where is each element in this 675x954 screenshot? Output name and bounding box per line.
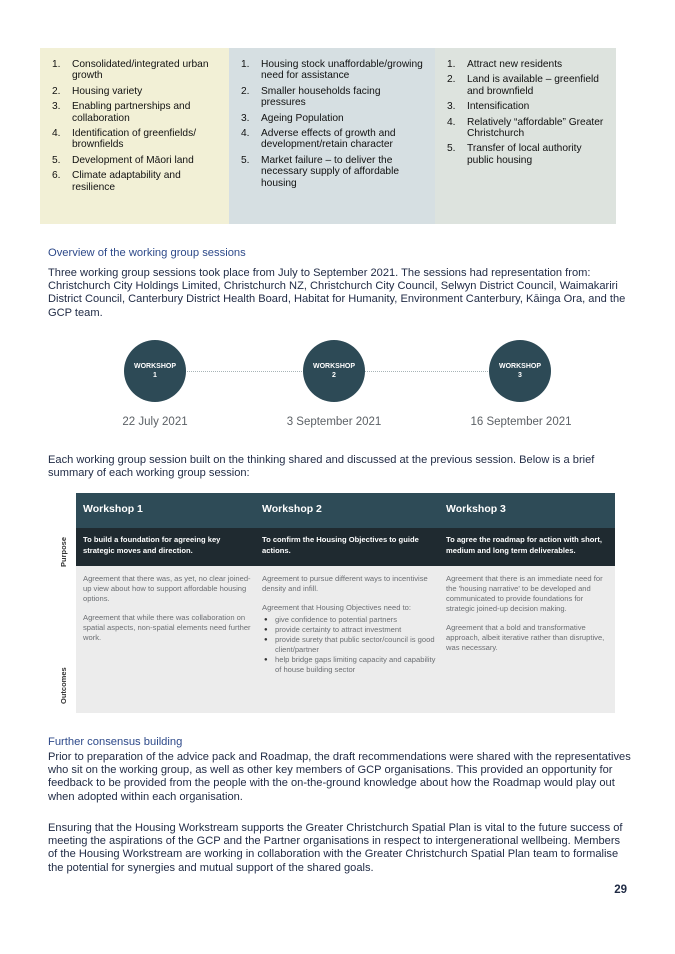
list-item: 3. Enabling partnerships and collaboration [52, 101, 191, 124]
list-item: 2. Smaller households facing pressures [241, 85, 381, 109]
overview-heading: Overview of the working group sessions [48, 247, 246, 259]
outcome-text: Agreement that a bold and transformative approach, albeit iterative rather than disruptive, was necessary. [446, 623, 605, 652]
outcomes-workshop-3 [446, 574, 608, 662]
workshop-1-circle [124, 340, 186, 402]
row-label-column [56, 493, 76, 713]
outcome-text: Agreement that Housing Objectives need to: [262, 603, 412, 612]
outcome-text: Agreement to pursue different ways to incentivise density and infill. [262, 574, 428, 593]
workshop-label: WORKSHOP [134, 363, 176, 370]
factors-column-1 [40, 48, 229, 224]
workshop-2-date: 3 September 2021 [286, 416, 382, 428]
list-item: ● provide certainty to attract investment [262, 625, 437, 635]
list-item: 3. Intensification [447, 101, 530, 113]
outcomes-workshop-2 [262, 574, 437, 675]
list-item: 4. Adverse effects of growth and development/retain character [241, 128, 396, 151]
purpose-row-label: Purpose [59, 536, 68, 567]
outcomes-row [76, 566, 615, 713]
page-number: 29 [614, 884, 627, 896]
workshop-label: WORKSHOP [313, 363, 355, 370]
list-item: 2. Housing variety [52, 85, 143, 97]
objectives-list [262, 615, 437, 675]
further-paragraph-2: Ensuring that the Housing Workstream supports the Greater Christchurch Spatial Plan is vital to the future success of meeting the aspirations of the GCP and the Partner organisations in respect to intergenerational wellbeing. Members of the Housing Workstream are working in collaboration with the Greater Christchurch Spatial Plan team to formalise the potential for synergies and mutual support of the shared goals. [48, 822, 623, 874]
overview-paragraph: Three working group sessions took place from July to September 2021. The sessions had representation from: Christchurch City Holdings Limited, Christchurch NZ, Christchurch City Council, Selwyn District Council, Waimakariri District Council, Canterbury District Health Board, Habitat for Humanity, Environment Canterbury, Kāinga Ora, and the GCP team. [48, 267, 626, 319]
outcomes-row-label: Outcomes [59, 667, 68, 704]
outcome-text: Agreement that there was, as yet, no clear joined-up view about how to support affordable housing options. [83, 574, 251, 603]
list-item: 4. Relatively “affordable” Greater Christchurch [447, 116, 604, 140]
sessions-intro-paragraph: Each working group session built on the thinking shared and discussed at the previous session. Below is a brief summary of each working group session: [48, 454, 595, 480]
list-item: 2. Land is available – greenfield and brownfield [447, 74, 599, 97]
workshop-1-date: 22 July 2021 [122, 416, 188, 428]
purpose-row [76, 528, 615, 566]
outcome-text: Agreement that while there was collaboration on spatial aspects, non-spatial elements need further work. [83, 613, 251, 642]
purpose-workshop-2: To confirm the Housing Objectives to guide actions. [262, 535, 419, 555]
list-item: ● give confidence to potential partners [262, 615, 437, 625]
header-workshop-1: Workshop 1 [83, 503, 143, 515]
list-item: 6. Climate adaptability and resilience [52, 170, 181, 193]
workshop-number: 1 [153, 372, 157, 379]
workshop-summary-table [56, 493, 615, 713]
workshop-number: 3 [518, 372, 522, 379]
housing-factors-table [40, 48, 616, 224]
list-item: 5. Development of Māori land [52, 154, 194, 166]
list-item: ● provide surety that public sector/council is good client/partner [262, 635, 437, 655]
workshop-3-date: 16 September 2021 [470, 416, 572, 428]
purpose-workshop-1: To build a foundation for agreeing key strategic moves and direction. [83, 535, 221, 555]
list-item: 1. Attract new residents [447, 59, 563, 70]
list-item: 3. Ageing Population [241, 112, 344, 124]
workshop-number: 2 [332, 372, 336, 379]
workshop-3-circle [489, 340, 551, 402]
list-item: 1. Consolidated/integrated urban growth [52, 59, 209, 82]
outcome-text: Agreement that there is an immediate need for the 'housing narrative' to be developed and communicated to provide foundations for strategic joined-up decision making. [446, 574, 603, 613]
header-workshop-2: Workshop 2 [262, 503, 322, 515]
list-item: 5. Transfer of local authority public housing [447, 143, 582, 166]
outcomes-workshop-1 [83, 574, 253, 652]
workshop-label: WORKSHOP [499, 363, 541, 370]
further-heading: Further consensus building [48, 736, 183, 748]
table-header-row [76, 493, 615, 528]
factors-column-3 [435, 48, 616, 224]
header-workshop-3: Workshop 3 [446, 503, 506, 515]
list-item: ● help bridge gaps limiting capacity and capability of house building sector [262, 655, 437, 675]
list-item: 1. Housing stock unaffordable/growing need for assistance [241, 59, 423, 82]
further-paragraph-1: Prior to preparation of the advice pack and Roadmap, the draft recommendations were shared with the representatives who sit on the working group, as well as other key members of GCP organisations. This provided an opportunity for feedback to be provided from the people with the on-the-ground knowledge about how the Roadmap would play out when adopted within each organisation. [48, 751, 631, 803]
list-item: 5. Market failure – to deliver the necessary supply of affordable housing [241, 154, 399, 189]
purpose-workshop-3: To agree the roadmap for action with short, medium and long term deliverables. [446, 535, 602, 555]
factors-column-2 [229, 48, 435, 224]
list-item: 4. Identification of greenfields/ brownfields [52, 128, 197, 151]
workshop-2-circle [303, 340, 365, 402]
